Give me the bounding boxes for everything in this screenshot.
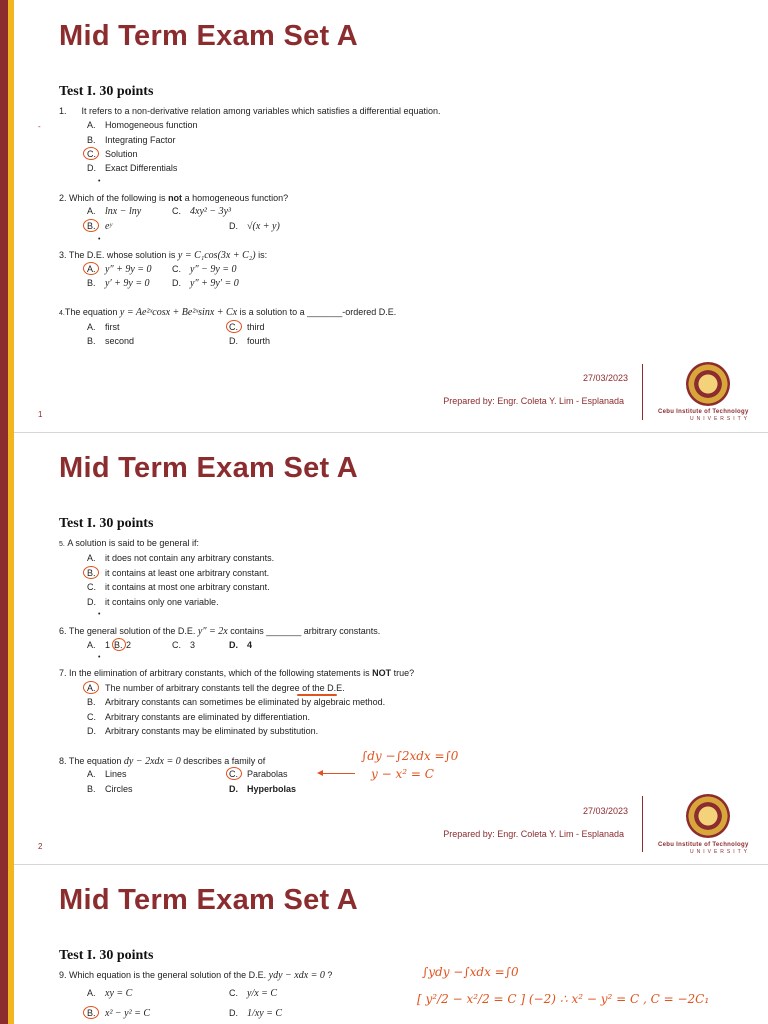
page-number: 1 (38, 410, 43, 419)
side-mark: - (38, 122, 41, 131)
handwritten-work: y − x² = C (371, 767, 434, 781)
q9-option-b: B. x² − y² = C (87, 1008, 151, 1019)
q2-option-a: A. lnx − lny (87, 206, 142, 217)
question-5: 5. A solution is said to be general if: (59, 538, 199, 548)
university-word: UNIVERSITY (690, 416, 751, 422)
left-stripe-maroon (0, 0, 8, 1024)
handwritten-work: [ y²/2 − x²/2 = C ] (−2) (417, 992, 556, 1006)
question-7: 7. In the elimination of arbitrary constants, which of the following statements is NOT true? (59, 668, 415, 678)
prepared-by: Prepared by: Engr. Coleta Y. Lim - Esplanada (443, 396, 624, 406)
q7-option-d: D. Arbitrary constants may be eliminated by substitution. (87, 726, 319, 736)
q9-option-c: C. y/x = C (229, 988, 278, 999)
question-1: 1. It refers to a non-derivative relation among variables which satisfies a differential equation. (59, 106, 441, 116)
answer-circle (83, 1006, 99, 1019)
q7-option-c: C. Arbitrary constants are eliminated by differentiation. (87, 712, 310, 722)
q1-option-a: A. Homogeneous function (87, 120, 198, 130)
test-heading: Test I. 30 points (59, 948, 154, 963)
q6-option-c: C. 3 (172, 640, 196, 650)
q5-option-a: A. it does not contain any arbitrary constants. (87, 553, 275, 563)
q4-option-d: D. fourth (229, 336, 271, 346)
handwritten-work: ∴ x² − y² = C , C = −2C₁ (560, 992, 710, 1006)
q3-option-a: A. y″ + 9y = 0 (87, 264, 152, 275)
q5-option-d: D. it contains only one variable. (87, 597, 219, 607)
footer-divider (642, 796, 643, 852)
q8-option-d: D. Hyperbolas (229, 784, 297, 794)
bullet: • (98, 654, 101, 661)
q8-option-a: A. Lines (87, 769, 127, 779)
q1-option-b: B. Integrating Factor (87, 135, 176, 145)
university-name: Cebu Institute of Technology (658, 409, 749, 415)
handwritten-work: ∫dy −∫2xdx =∫0 (361, 749, 459, 763)
footer-divider (642, 364, 643, 420)
question-8: 8. The equation dy − 2xdx = 0 describes a family of (59, 756, 266, 767)
q7-option-b: B. Arbitrary constants can sometimes be eliminated by algebraic method. (87, 697, 386, 707)
q4-option-a: A. first (87, 322, 120, 332)
answer-circle (83, 681, 99, 694)
q5-option-b: B. it contains at least one arbitrary constant. (87, 568, 270, 578)
q4-option-b: B. second (87, 336, 135, 346)
slide-title: Mid Term Exam Set A (59, 20, 358, 52)
slide-2 (14, 432, 768, 864)
q9-option-a: A. xy = C (87, 988, 133, 999)
q7-option-a: A. The number of arbitrary constants tell the degree of the D.E. (87, 683, 345, 693)
q6-option-a: A. 1 (87, 640, 111, 650)
question-6: 6. The general solution of the D.E. y″ = 2x contains _______ arbitrary constants. (59, 626, 381, 637)
q5-option-c: C. it contains at most one arbitrary constant. (87, 582, 270, 592)
answer-circle (83, 566, 99, 579)
slide-1 (14, 0, 768, 432)
q2-option-d: D. √(x + y) (229, 221, 280, 232)
slide-3 (14, 864, 768, 1024)
bullet: • (98, 178, 101, 185)
q3-option-c: C. y″ − 9y = 0 (172, 264, 237, 275)
bullet: • (98, 611, 101, 618)
prepared-by: Prepared by: Engr. Coleta Y. Lim - Esplanada (443, 829, 624, 839)
bullet: • (98, 236, 101, 243)
q2-option-c: C. 4xy² − 3y³ (172, 206, 232, 217)
q6-option-b: B. 2 (114, 640, 132, 650)
q3-option-d: D. y″ + 9y′ = 0 (172, 278, 239, 289)
handwritten-underline (297, 694, 337, 696)
answer-circle (112, 638, 126, 651)
q1-option-c: C. Solution (87, 149, 138, 159)
slide-date: 27/03/2023 (582, 806, 628, 816)
question-3: 3. The D.E. whose solution is y = C₁cos(3x + C₂) is: (59, 250, 268, 261)
answer-circle (226, 767, 242, 780)
answer-circle (83, 219, 99, 232)
q8-option-b: B. Circles (87, 784, 133, 794)
test-heading: Test I. 30 points (59, 84, 154, 99)
q4-option-c: C. third (229, 322, 265, 332)
university-word: UNIVERSITY (690, 849, 751, 855)
university-seal-icon (686, 362, 730, 406)
q2-option-b: B. eʸ (87, 221, 112, 232)
q8-option-c: C. Parabolas (229, 769, 288, 779)
university-name: Cebu Institute of Technology (658, 842, 749, 848)
q1-option-d: D. Exact Differentials (87, 163, 178, 173)
slide-title: Mid Term Exam Set A (59, 452, 358, 484)
question-2: 2. Which of the following is not a homogeneous function? (59, 193, 289, 203)
answer-circle (83, 147, 99, 160)
q6-option-d: D. 4 (229, 640, 253, 650)
handwritten-arrow (319, 773, 355, 774)
q9-option-d: D. 1/xy = C (229, 1008, 283, 1019)
university-seal-icon (686, 794, 730, 838)
handwritten-work: ∫ydy −∫xdx =∫0 (422, 965, 519, 979)
slide-date: 27/03/2023 (582, 373, 628, 383)
slide-title: Mid Term Exam Set A (59, 884, 358, 916)
page-number: 2 (38, 842, 43, 851)
q3-option-b: B. y′ + 9y = 0 (87, 278, 150, 289)
test-heading: Test I. 30 points (59, 516, 154, 531)
question-4: 4.The equation y = Ae²ˣcosx + Be²ˣsinx + Cx is a solution to a _______-ordered D.E. (59, 307, 397, 318)
answer-circle (226, 320, 242, 333)
question-9: 9. Which equation is the general solution of the D.E. ydy − xdx = 0 ? (59, 970, 333, 981)
answer-circle (83, 262, 99, 275)
